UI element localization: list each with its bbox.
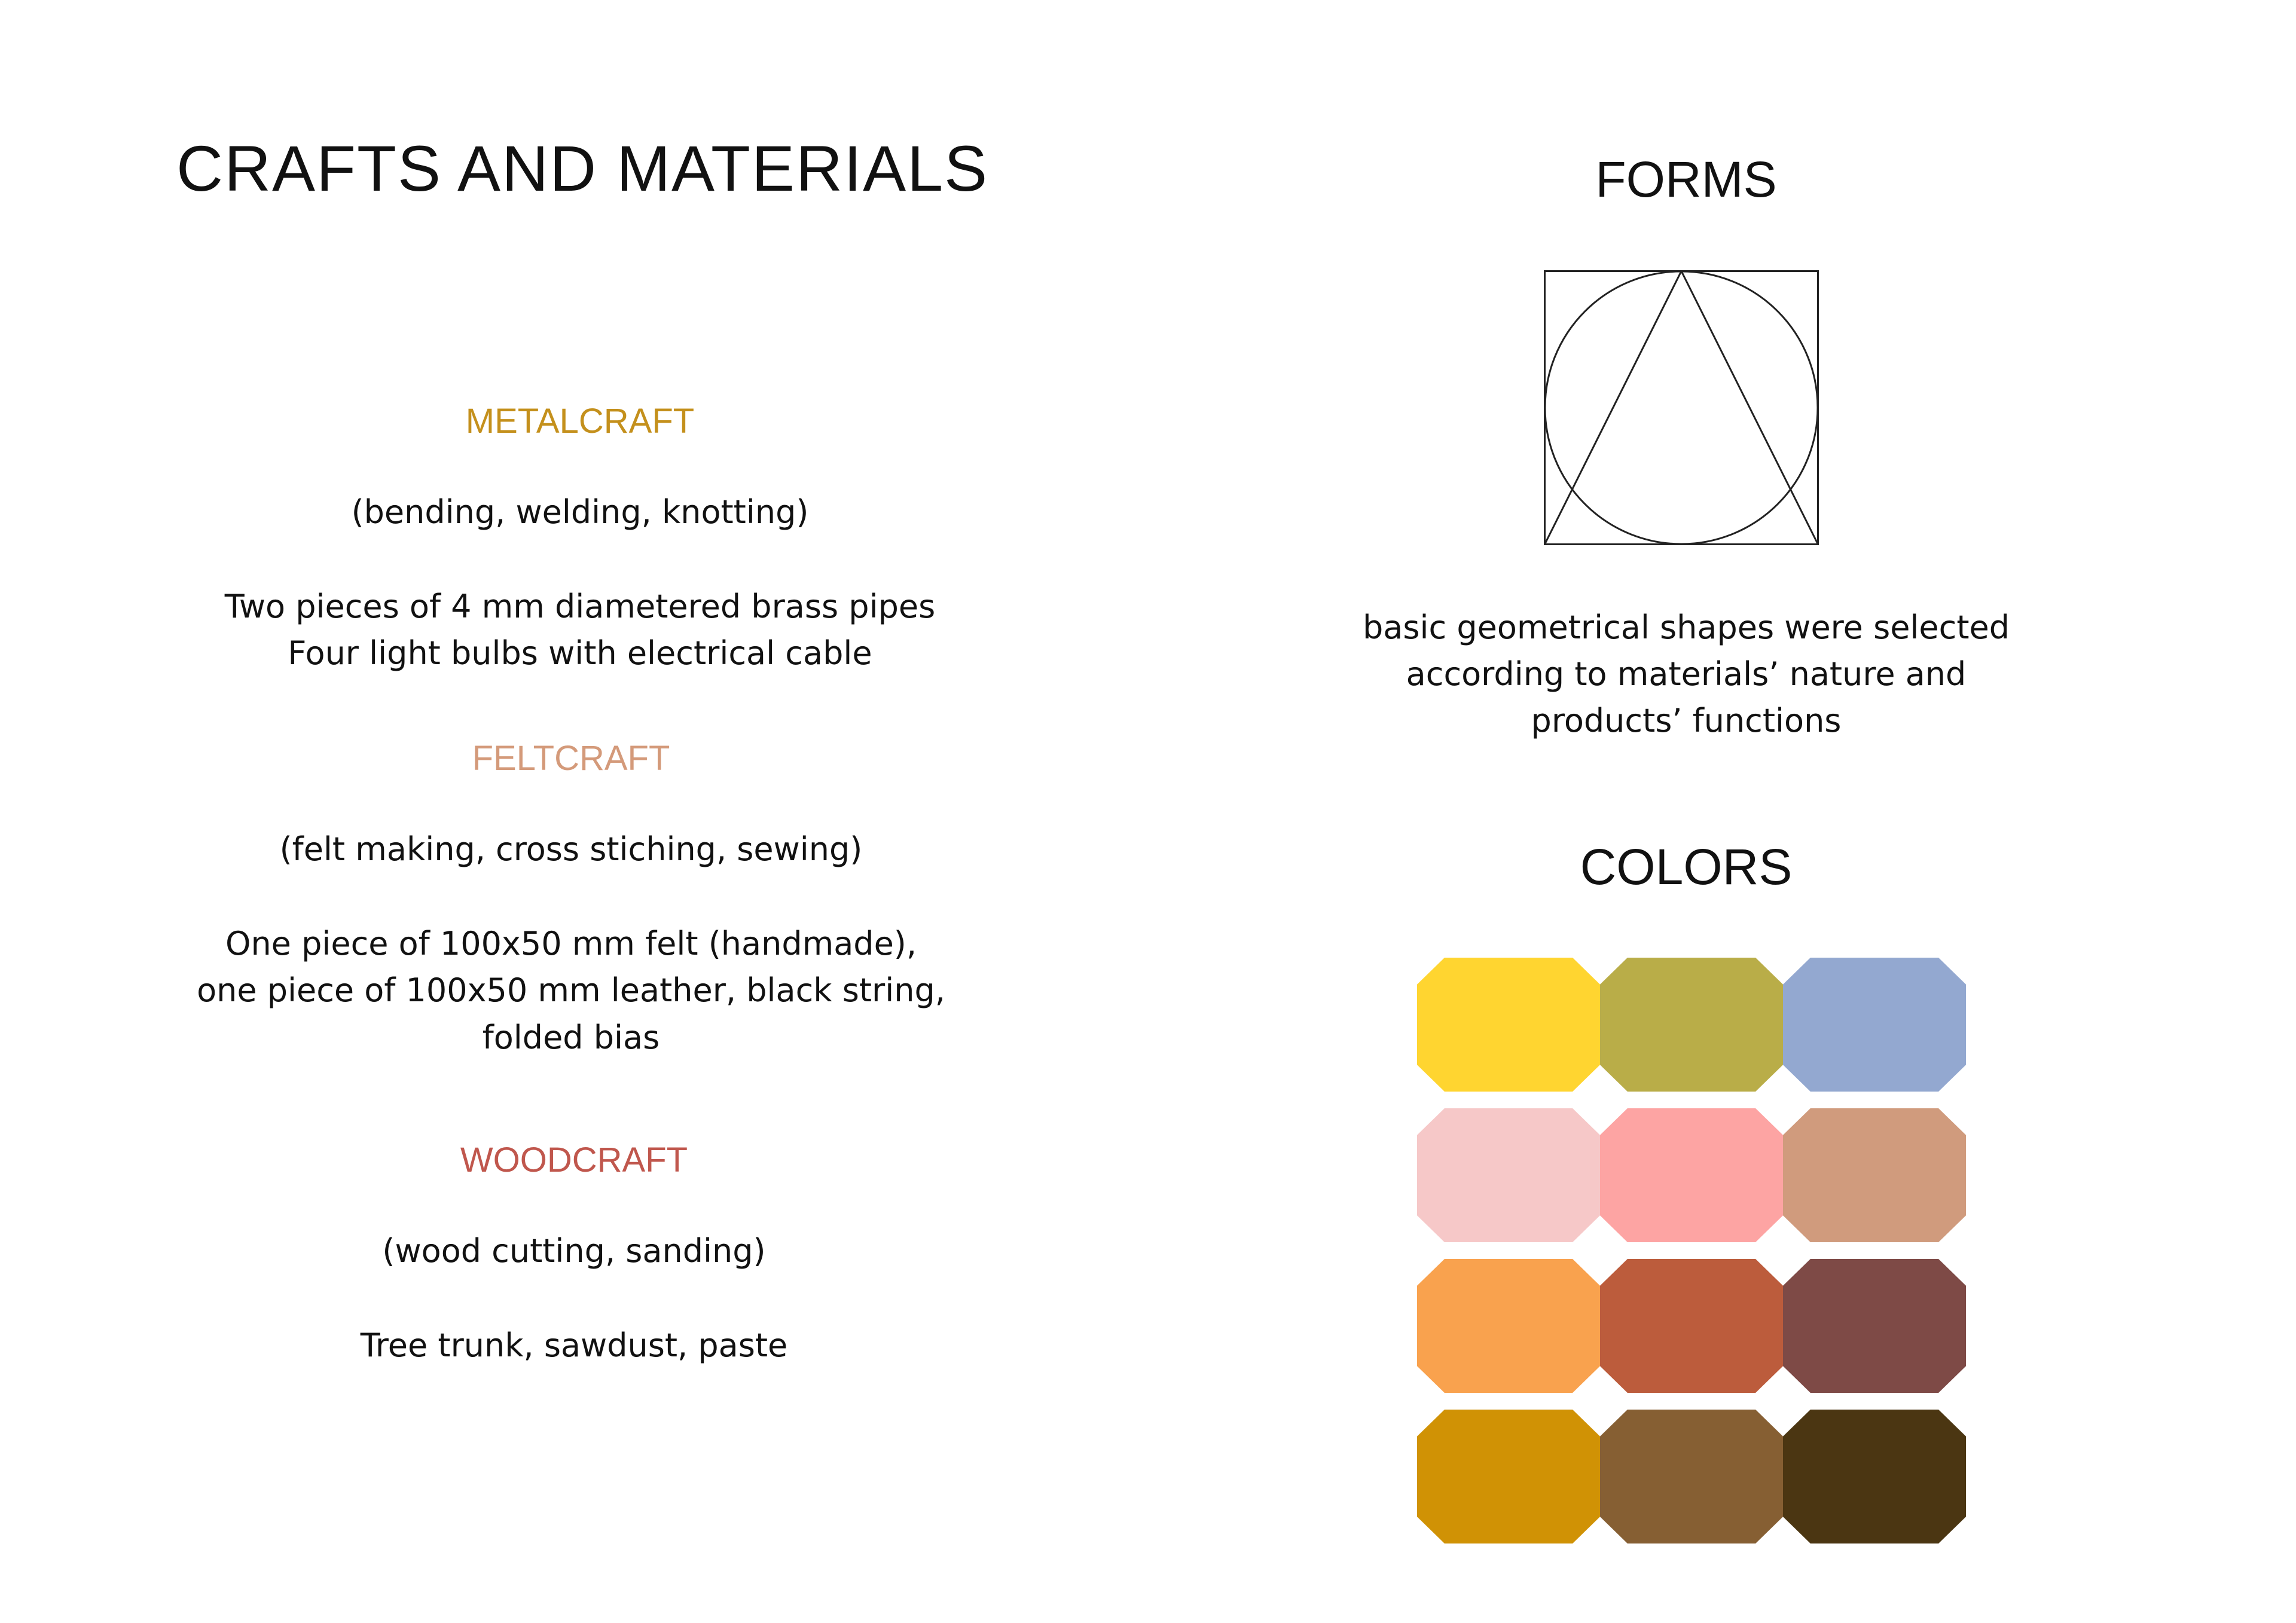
forms-triangle [1545,271,1818,545]
feltcraft-heading: FELTCRAFT [472,739,670,778]
metalcraft-material-line: Two pieces of 4 mm diametered brass pipes [224,588,936,625]
metalcraft-material-line: Four light bulbs with electrical cable [288,634,872,672]
feltcraft-techniques: (felt making, cross stiching, sewing) [279,830,863,868]
feltcraft-material-line: one piece of 100x50 mm leather, black string, [197,971,945,1009]
color-swatch [1783,1259,1966,1393]
forms-title: FORMS [1595,151,1777,207]
woodcraft-techniques: (wood cutting, sanding) [382,1232,766,1270]
feltcraft-material-line: One piece of 100x50 mm felt (handmade), [225,925,917,962]
forms-square [1545,271,1818,545]
feltcraft-material-line: folded bias [482,1019,660,1056]
color-swatch [1417,958,1600,1092]
color-swatch [1783,1108,1966,1242]
forms-circle [1545,271,1818,544]
woodcraft-material-line: Tree trunk, sawdust, paste [360,1326,788,1364]
color-swatch [1600,958,1783,1092]
colors-title: COLORS [1580,839,1793,895]
square-circle-triangle-icon [1544,270,1831,557]
color-swatch [1417,1410,1600,1543]
color-swatch [1600,1410,1783,1543]
color-swatch [1600,1259,1783,1393]
color-swatch [1783,1410,1966,1543]
color-swatch [1417,1259,1600,1393]
forms-caption-line: products’ functions [1531,702,1842,739]
metalcraft-heading: METALCRAFT [465,402,695,441]
color-swatch [1783,958,1966,1092]
color-swatch [1600,1108,1783,1242]
page-title: CRAFTS AND MATERIALS [176,132,989,204]
forms-caption-line: basic geometrical shapes were selected [1362,609,2010,646]
metalcraft-techniques: (bending, welding, knotting) [351,493,809,531]
color-swatch [1417,1108,1600,1242]
forms-caption-line: according to materials’ nature and [1406,655,1967,693]
woodcraft-heading: WOODCRAFT [460,1141,688,1179]
